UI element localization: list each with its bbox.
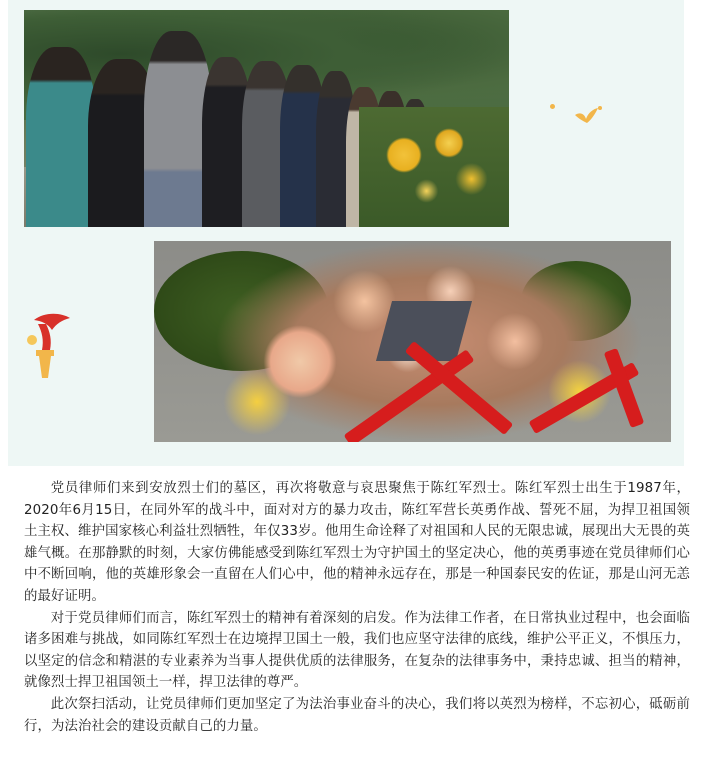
decorative-dot: [598, 106, 602, 110]
flowerbed: [359, 107, 509, 227]
article-body: [24, 478, 690, 737]
decorative-dot: [550, 104, 555, 109]
torch-icon: [22, 310, 78, 380]
paragraph: 此次祭扫活动，让党员律师们更加坚定了为法治事业奋斗的决心，我们将以英烈为榜样，不忘初心，砥砺前行，为法治社会的建设贡献自己的力量。: [24, 696, 690, 734]
person-figure: [26, 47, 96, 227]
bird-icon: [573, 105, 599, 131]
tomb-flowers-photo: [154, 241, 671, 442]
paragraph: 党员律师们来到安放烈士们的墓区，再次将敬意与哀思聚焦于陈红军烈士。陈红军烈士出生于1987年，2020年6月15日，在同外军的战斗中，面对对方的暴力攻击，陈红军营长英勇作战、誓死不屈，为捍卫祖国领土主权、维护国家核心利益壮烈牺牲，年仅33岁。他用生命诠释了对祖国和人民的无限忠诚，展现出大无畏的英雄气概。在那静默的时刻，大家仿佛能感受到陈红军烈士为守护国土的坚定决心，他的英勇事迹在党员律师们心中不断回响，他的英雄形象会一直留在人们心中，他的精神永远存在，那是一种国泰民安的佐证，那是山河无恙的最好证明。: [24, 481, 690, 604]
memorial-group-photo: [24, 10, 509, 227]
paragraph: 对于党员律师们而言，陈红军烈士的精神有着深刻的启发。作为法律工作者，在日常执业过程中，也会面临诸多困难与挑战，如同陈红军烈士在边境捍卫国土一般，我们也应坚守法律的底线，维护公平正义，不惧压力，以坚定的信念和精湛的专业素养为当事人提供优质的法律服务，在复杂的法律事务中，秉持忠诚、担当的精神，就像烈士捍卫祖国领土一样，捍卫法律的尊严。: [24, 610, 690, 691]
